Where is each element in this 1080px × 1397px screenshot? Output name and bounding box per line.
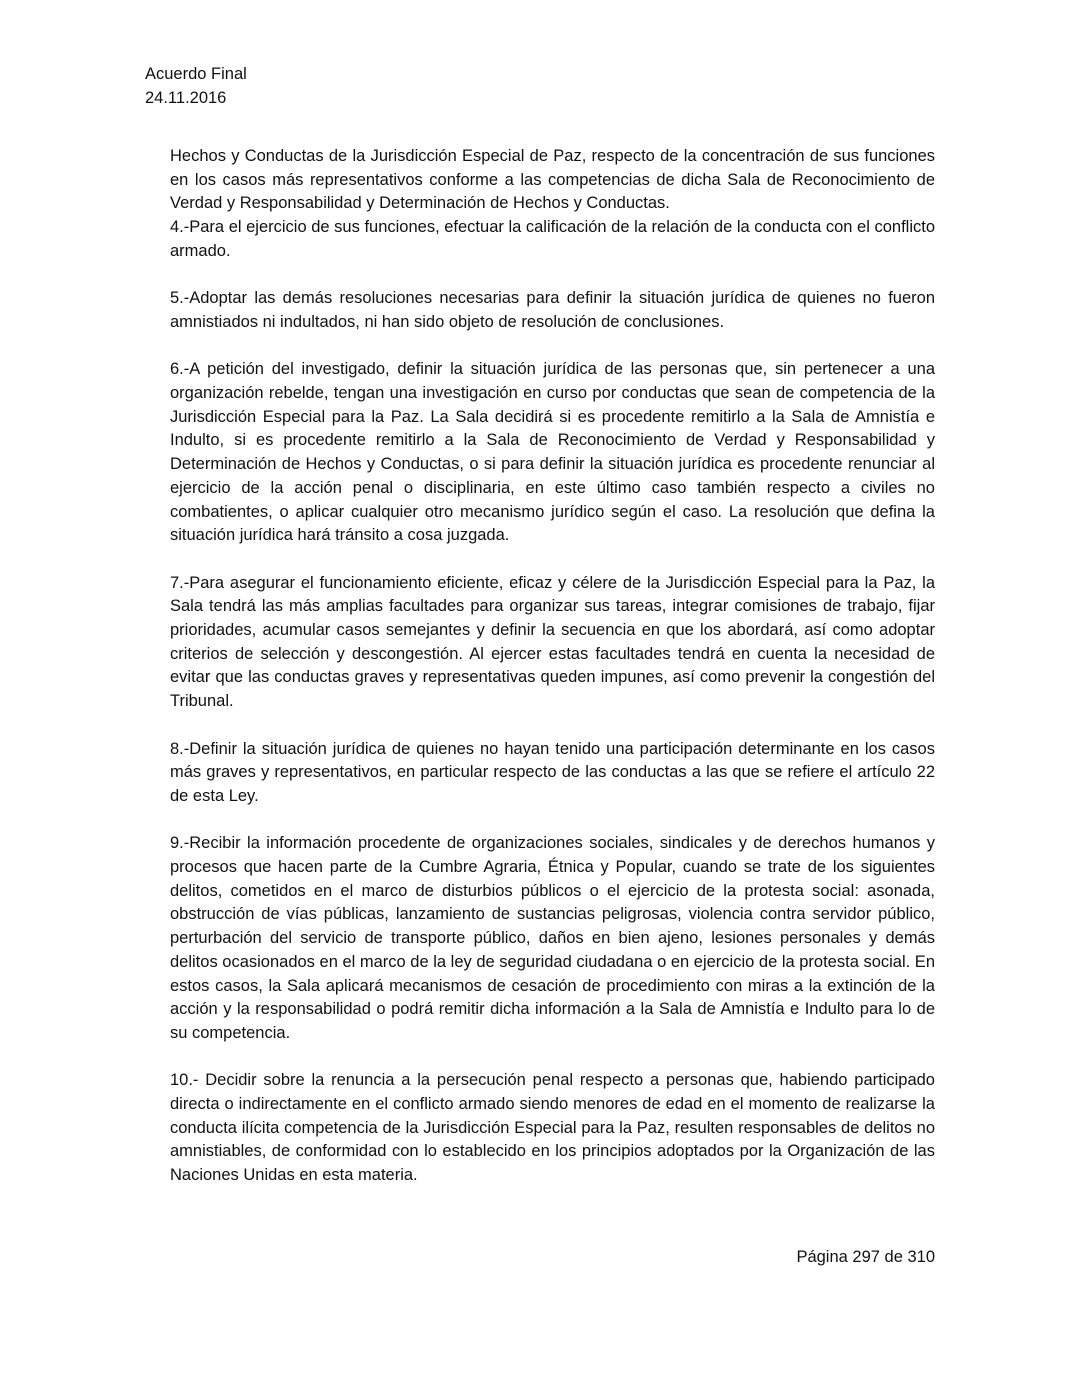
paragraph-item-4: 4.-Para el ejercicio de sus funciones, efectuar la calificación de la relación de la conducta con el conflicto armado.: [170, 218, 935, 260]
paragraph-item-5: 5.-Adoptar las demás resoluciones necesarias para definir la situación jurídica de quienes no fueron amnistiados ni indultados, ni han sido objeto de resolución de conclusiones.: [170, 289, 935, 331]
page-number: Página 297 de 310: [796, 1248, 935, 1266]
page-header: [145, 62, 247, 110]
document-title: Acuerdo Final: [145, 65, 247, 83]
paragraph-item-9: 9.-Recibir la información procedente de organizaciones sociales, sindicales y de derechos humanos y procesos que hacen parte de la Cumbre Agraria, Étnica y Popular, cuando se trate de los siguientes delitos, cometidos en el marco de disturbios públicos o el ejercicio de la protesta social: asonada, obstrucción de vías públicas, lanzamiento de sustancias peligrosas, violencia contra servidor público, perturbación del servicio de transporte público, daños en bien ajeno, lesiones personales y demás delitos ocasionados en el marco de la ley de seguridad ciudadana o en ejercicio de la protesta social. En estos casos, la Sala aplicará mecanismos de cesación de procedimiento con miras a la extinción de la acción y la responsabilidad o podrá remitir dicha información a la Sala de Amnistía e Indulto para lo de su competencia.: [170, 834, 935, 1042]
paragraph-continuation: Hechos y Conductas de la Jurisdicción Especial de Paz, respecto de la concentración de sus funciones en los casos más representativos conforme a las competencias de dicha Sala de Reconocimiento de Verdad y Responsabilidad y Determinación de Hechos y Conductas.: [170, 147, 935, 213]
paragraph-item-8: 8.-Definir la situación jurídica de quienes no hayan tenido una participación determinante en los casos más graves y representativos, en particular respecto de las conductas a las que se refiere el artículo 22 de esta Ley.: [170, 739, 935, 805]
document-body: [170, 145, 935, 1188]
paragraph-item-6: 6.-A petición del investigado, definir la situación jurídica de las personas que, sin pertenecer a una organización rebelde, tengan una investigación en curso por conductas que sean de competencia de la Jurisdicción Especial para la Paz. La Sala decidirá si es procedente remitirlo a la Sala de Amnistía e Indulto, si es procedente remitirlo a la Sala de Reconocimiento de Verdad y Responsabilidad y Determinación de Hechos y Conductas, o si para definir la situación jurídica es procedente renunciar al ejercicio de la acción penal o disciplinaria, en este último caso también respecto a civiles no combatientes, o aplicar cualquier otro mecanismo jurídico según el caso. La resolución que defina la situación jurídica hará tránsito a cosa juzgada.: [170, 360, 935, 545]
paragraph-item-10: 10.- Decidir sobre la renuncia a la persecución penal respecto a personas que, habiendo participado directa o indirectamente en el conflicto armado siendo menores de edad en el momento de realizarse la conducta ilícita competencia de la Jurisdicción Especial para la Paz, resulten responsables de delitos no amnistiables, de conformidad con lo establecido en los principios adoptados por la Organización de las Naciones Unidas en esta materia.: [170, 1071, 935, 1185]
document-date: 24.11.2016: [145, 89, 227, 107]
paragraph-item-7: 7.-Para asegurar el funcionamiento eficiente, eficaz y célere de la Jurisdicción Especial para la Paz, la Sala tendrá las más amplias facultades para organizar sus tareas, integrar comisiones de trabajo, fijar prioridades, acumular casos semejantes y definir la secuencia en que los abordará, así como adoptar criterios de selección y descongestión. Al ejercer estas facultades tendrá en cuenta la necesidad de evitar que las conductas graves y representativas queden impunes, así como prevenir la congestión del Tribunal.: [170, 573, 935, 711]
